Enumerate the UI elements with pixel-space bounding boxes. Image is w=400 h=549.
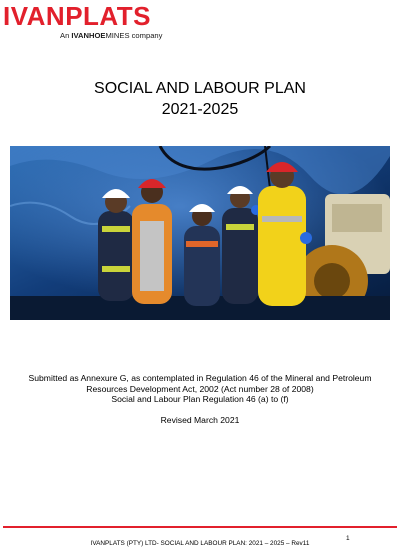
logo-tagline-brand: IVANHOE	[71, 31, 106, 40]
footer-divider	[3, 526, 397, 528]
company-logo	[3, 2, 173, 44]
cover-photo	[10, 146, 390, 320]
revision-date: Revised March 2021	[160, 415, 240, 425]
submission-line-3: Social and Labour Plan Regulation 46 (a) to (f)	[111, 394, 289, 405]
page-number: 1	[346, 535, 350, 542]
document-title-years: 2021-2025	[161, 101, 239, 118]
logo-wordmark: IVANPLATS	[3, 1, 151, 31]
mine-workers-illustration	[10, 146, 390, 320]
footer-text: IVANPLATS (PTY) LTD- SOCIAL AND LABOUR PLAN: 2021 – 2025 – Rev11	[90, 540, 310, 547]
submission-line-2: Resources Development Act, 2002 (Act number 28 of 2008)	[86, 383, 314, 394]
logo-tagline-mid: MINES	[105, 31, 130, 40]
document-title: SOCIAL AND LABOUR PLAN	[94, 80, 306, 97]
logo-tagline-prefix: An	[60, 31, 72, 40]
submission-line-1: Submitted as Annexure G, as contemplated in Regulation 46 of the Mineral and Petroleum	[28, 373, 372, 383]
logo-tagline-suffix: company	[129, 31, 163, 40]
logo-tagline	[60, 31, 162, 41]
